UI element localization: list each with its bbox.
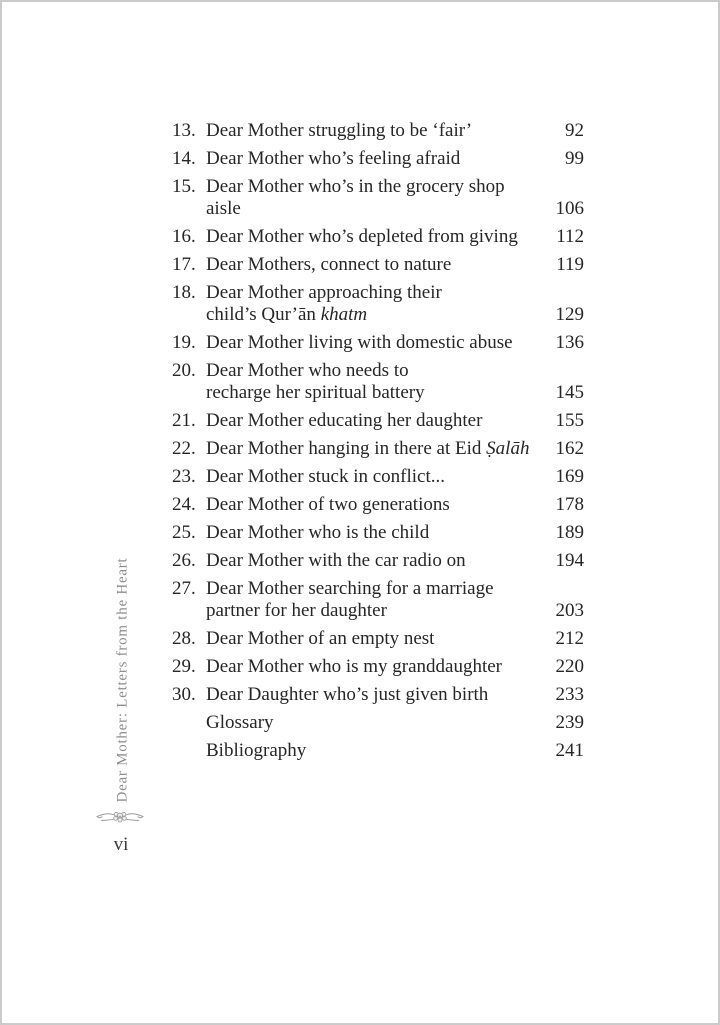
- toc-entry-title: [206, 684, 548, 706]
- toc-title-text: Dear Mother hanging in there at Eid: [206, 438, 487, 459]
- toc-entry-title: [206, 120, 557, 142]
- toc-entry-page-number: 92: [565, 120, 584, 141]
- toc-entry-page-number: 145: [555, 382, 584, 403]
- toc-entry: [172, 466, 584, 488]
- toc-entry: [172, 176, 584, 220]
- toc-title-text: child’s Qur’ān: [206, 304, 321, 325]
- toc-entry: [172, 740, 584, 762]
- toc-entry: [172, 254, 584, 276]
- toc-title-text: Dear Mother who’s in the grocery shop aisle: [206, 176, 505, 219]
- toc-title-text: Dear Mother of two generations: [206, 494, 450, 515]
- toc-entry-page-number: 112: [556, 226, 584, 247]
- toc-entry-page-number: 162: [555, 438, 584, 459]
- toc-title-text: Dear Mother who is the child: [206, 522, 430, 543]
- toc-entry-title: [206, 148, 557, 170]
- toc-title-text: Dear Mother struggling to be ‘fair’: [206, 120, 473, 141]
- toc-entry-number: 22.: [172, 438, 196, 459]
- toc-entry: [172, 120, 584, 142]
- toc-entry: [172, 550, 584, 572]
- toc-entry-page-number: 169: [555, 466, 584, 487]
- toc-title-text: Dear Daughter who’s just given birth: [206, 684, 489, 705]
- toc-entry-title: [206, 226, 548, 248]
- toc-entry-number: 28.: [172, 628, 196, 649]
- toc-entry-page-number: 136: [555, 332, 584, 353]
- toc-title-text: Dear Mother who is my granddaughter: [206, 656, 503, 677]
- toc-title-text: partner for her daughter: [206, 600, 387, 621]
- toc-title-text: Glossary: [206, 712, 274, 733]
- toc-title-italic-term: Ṣalāh: [486, 438, 530, 459]
- toc-entry-page-number: 220: [555, 656, 584, 677]
- toc-entry-page-number: 212: [555, 628, 584, 649]
- toc-entry: [172, 332, 584, 354]
- toc-entry-page-number: 178: [555, 494, 584, 515]
- toc-entry: [172, 410, 584, 432]
- toc-entry-title: [206, 332, 548, 354]
- toc-entry-title: [206, 656, 548, 678]
- toc-entry-title: [206, 176, 548, 220]
- toc-entry-number: 23.: [172, 466, 196, 487]
- toc-entry: [172, 282, 584, 326]
- toc-entry-title: [206, 494, 548, 516]
- toc-title-text: Dear Mother who’s feeling afraid: [206, 148, 461, 169]
- toc-title-text: recharge her spiritual battery: [206, 382, 425, 403]
- toc-title-text: Dear Mother stuck in conflict...: [206, 466, 446, 487]
- toc-entry: [172, 226, 584, 248]
- toc-entry-page-number: 99: [565, 148, 584, 169]
- toc-entry: [172, 628, 584, 650]
- toc-entry: [172, 712, 584, 734]
- floral-fleuron-icon: [95, 807, 145, 827]
- toc-title-text: Dear Mother educating her daughter: [206, 410, 483, 431]
- toc-entry: [172, 494, 584, 516]
- toc-entry-title: [206, 282, 548, 326]
- toc-entry-number: 24.: [172, 494, 196, 515]
- toc-title-text: Dear Mother with the car radio on: [206, 550, 466, 571]
- toc-entry: [172, 522, 584, 544]
- toc-entry-page-number: 106: [555, 198, 584, 219]
- toc-entry-number: 26.: [172, 550, 196, 571]
- toc-entry-page-number: 155: [555, 410, 584, 431]
- toc-entry: [172, 360, 584, 404]
- toc-entry-title: [206, 360, 548, 404]
- toc-entry: [172, 684, 584, 706]
- toc-entry: [172, 438, 584, 460]
- toc-entry-title: [206, 254, 548, 276]
- toc-entry-number: 13.: [172, 120, 196, 141]
- toc-entry-title: [206, 522, 548, 544]
- toc-entry-number: 20.: [172, 360, 196, 381]
- toc-title-text: Dear Mother of an empty nest: [206, 628, 435, 649]
- toc-entry-page-number: 203: [555, 600, 584, 621]
- toc-entry-number: 29.: [172, 656, 196, 677]
- toc-entry-page-number: 239: [555, 712, 584, 733]
- toc-entry-number: 19.: [172, 332, 196, 353]
- toc-entry-number: 17.: [172, 254, 196, 275]
- toc-entry-number: 21.: [172, 410, 196, 431]
- toc-entry-number: 16.: [172, 226, 196, 247]
- page-folio: vi: [113, 834, 129, 855]
- toc-entry-title: [206, 740, 548, 762]
- toc-title-text: Dear Mother searching for a marriage: [206, 578, 494, 599]
- toc-entry-number: 30.: [172, 684, 196, 705]
- toc-title-text: Bibliography: [206, 740, 307, 761]
- toc-entry-page-number: 119: [556, 254, 584, 275]
- toc-entry-title: [206, 712, 548, 734]
- toc-entry-title: [206, 628, 548, 650]
- toc-entry-number: 18.: [172, 282, 196, 303]
- toc-entry: [172, 148, 584, 170]
- table-of-contents: [172, 120, 584, 768]
- toc-entry: [172, 578, 584, 622]
- toc-entry-number: 27.: [172, 578, 196, 599]
- toc-entry-number: 25.: [172, 522, 196, 543]
- toc-entry-page-number: 129: [555, 304, 584, 325]
- toc-entry-title: [206, 410, 548, 432]
- toc-entry-page-number: 233: [555, 684, 584, 705]
- toc-entry-title: [206, 578, 548, 622]
- toc-entry-number: 14.: [172, 148, 196, 169]
- toc-entry-page-number: 241: [555, 740, 584, 761]
- toc-entry-title: [206, 550, 548, 572]
- toc-title-text: Dear Mother living with domestic abuse: [206, 332, 513, 353]
- toc-entry-number: 15.: [172, 176, 196, 197]
- running-head-book-title: Dear Mother: Letters from the Heart: [114, 557, 131, 803]
- toc-entry-title: [206, 438, 548, 460]
- toc-title-text: Dear Mother approaching their: [206, 282, 442, 303]
- toc-title-text: Dear Mothers, connect to nature: [206, 254, 452, 275]
- toc-list: [172, 120, 584, 762]
- toc-entry: [172, 656, 584, 678]
- toc-title-text: Dear Mother who’s depleted from giving: [206, 226, 518, 247]
- toc-title-text: Dear Mother who needs to: [206, 360, 409, 381]
- toc-entry-page-number: 194: [555, 550, 584, 571]
- toc-entry-title: [206, 466, 548, 488]
- toc-title-italic-term: khatm: [320, 304, 368, 325]
- toc-entry-page-number: 189: [555, 522, 584, 543]
